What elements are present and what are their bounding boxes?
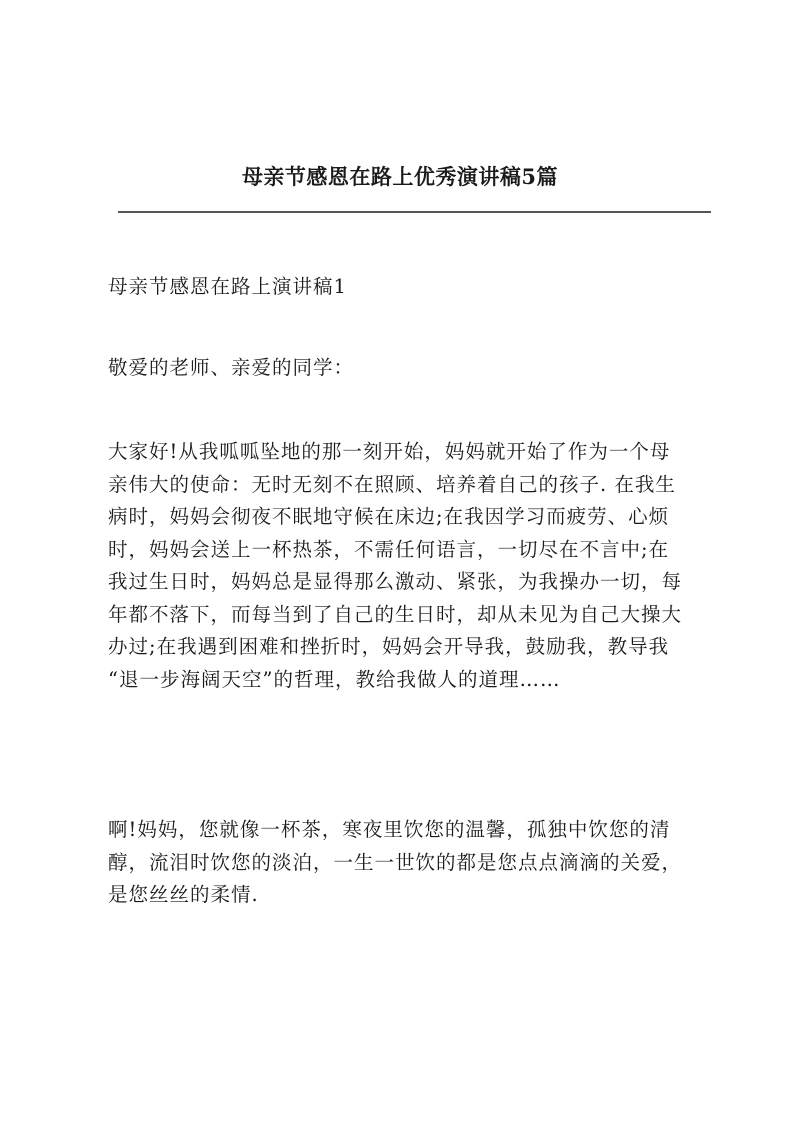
paragraph-2 xyxy=(108,814,708,912)
title-divider xyxy=(118,211,711,213)
paragraph-1-line: 时，妈妈会送上一杯热茶，不需任何语言，一切尽在不言中;在 xyxy=(108,537,670,561)
paragraph-1-line: 亲伟大的使命：无时无刻不在照顾、培养着自己的孩子. 在我生 xyxy=(108,472,676,496)
paragraph-1-line: “退一步海阔天空”的哲理，教给我做人的道理…… xyxy=(108,667,561,691)
paragraph-2-line: 是您丝丝的柔情. xyxy=(108,883,259,906)
document-title: 母亲节感恩在路上优秀演讲稿5篇 xyxy=(241,164,559,189)
paragraph-2-line: 啊!妈妈，您就像一杯茶，寒夜里饮您的温馨，孤独中饮您的清 xyxy=(108,818,671,841)
greeting-text: 敬爱的老师、亲爱的同学： xyxy=(108,356,355,379)
paragraph-1 xyxy=(108,436,708,696)
paragraph-1-line: 我过生日时，妈妈总是显得那么激动、紧张，为我操办一切，每 xyxy=(108,570,683,593)
section-heading-text: 母亲节感恩在路上演讲稿1 xyxy=(108,275,347,298)
section-heading xyxy=(108,271,708,304)
paragraph-2-line: 醇，流泪时饮您的淡泊，一生一世饮的都是您点点滴滴的关爱， xyxy=(108,850,683,874)
paragraph-1-line: 病时，妈妈会彻夜不眠地守候在床边;在我因学习而疲劳、心烦 xyxy=(108,505,670,528)
paragraph-1-line: 年都不落下，而每当到了自己的生日时，却从未见为自己大操大 xyxy=(108,602,683,626)
paragraph-1-line: 办过;在我遇到困难和挫折时，妈妈会开导我，鼓励我，教导我 xyxy=(108,635,670,658)
paragraph-1-line: 大家好!从我呱呱坠地的那一刻开始，妈妈就开始了作为一个母 xyxy=(108,440,671,463)
greeting xyxy=(108,352,708,385)
